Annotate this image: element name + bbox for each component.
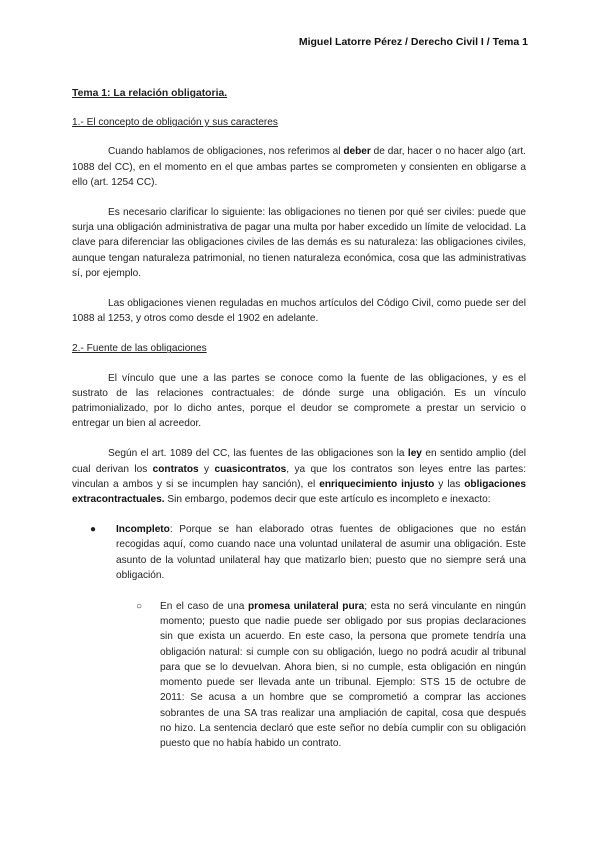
- sub-bullet-list: [116, 599, 526, 751]
- section-1-heading: 1.- El concepto de obligación y sus caracteres: [72, 117, 278, 129]
- text-run: En el caso de una: [160, 601, 248, 613]
- section-1-paragraph-1: [72, 144, 526, 190]
- sub-list-item-promesa: [136, 599, 526, 751]
- text-run: : Porque se han elaborado otras fuentes de obligaciones que no están recogidas aquí, como cuando nace una voluntad unilateral de asumir una obligación. Este asunto de la voluntad unilateral hay que matizarlo bien; puesto que no siempre será una obligación.: [116, 524, 526, 581]
- bold-term-contratos: contratos: [152, 463, 199, 475]
- text-run: ; esta no será vinculante en ningún momento; puesto que nadie puede ser obligado por sus propias declaraciones sin que exista un acuerdo. En este caso, la persona que promete tendría una obligación natural: si cumple con su obligación, luego no podrá acudir al tribunal para que se lo devuelvan. Ahora bien, si no cumple, esta obligación en ningún momento puede ser llevada ante un tribunal. Ejemplo: STS 15 de octubre de 2011: Se acusa a un hombre que se comprometió a comprar las acciones sobrantes de una SA tras realizar una ampliación de capital, cosa que después no hizo. La sentencia declaró que este señor no debía cumplir con su obligación puesto que no había habido un contrato.: [160, 601, 526, 749]
- text-run: de dar, hacer o no hacer algo (art. 1088 del CC), en el momento en el que ambas partes se comprometen y consienten en obligarse a ello (art. 1254 CC).: [72, 146, 526, 188]
- text-run: Sin embargo, podemos decir que este artículo es incompleto e inexacto:: [164, 494, 491, 506]
- bold-term-extracontractuales: obligaciones extracontractuales.: [72, 478, 526, 506]
- bullet-list: [72, 522, 526, 751]
- bold-term-ley: ley: [407, 448, 422, 460]
- bold-term-promesa: promesa unilateral pura: [248, 601, 365, 613]
- bold-term-cuasicontratos: cuasicontratos: [214, 463, 287, 475]
- bold-term-deber: deber: [343, 146, 371, 158]
- bold-term-enriquecimiento: enriquecimiento injusto: [319, 478, 435, 490]
- text-run: y las: [434, 478, 465, 490]
- section-2-paragraph-1: El vínculo que une a las partes se conoce como la fuente de las obligaciones, y es el sustrato de las relaciones contractuales: de dónde surge una obligación. Es un vínculo patrimonializado, por lo dicho antes, porque el deudor se compromete a prestar un servicio o entregar un bien al acreedor.: [72, 372, 526, 430]
- hollow-bullet-icon: ○: [136, 601, 143, 613]
- document-body: [72, 86, 526, 767]
- document-title: Tema 1: La relación obligatoria.: [72, 88, 228, 99]
- text-run: y: [198, 463, 215, 475]
- bold-term-incompleto: Incompleto: [116, 524, 170, 536]
- section-2-paragraph-2: [72, 446, 526, 507]
- text-run: Según el art. 1089 del CC, las fuentes de las obligaciones son la: [108, 448, 408, 460]
- text-run: en sentido amplio (del cual derivan los: [72, 448, 526, 475]
- list-item-incompleto: [90, 522, 526, 751]
- section-1-paragraph-2: Es necesario clarificar lo siguiente: las obligaciones no tienen por qué ser civiles: puede que surja una obligación administrativa de pagar una multa por haber excedido un límite de velocidad. La clave para diferenciar las obligaciones civiles de las demás es su naturaleza: las obligaciones civiles, aunque tengan naturaleza patrimonial, no tienen naturaleza económica, cosa que las administrativas sí, por ejemplo.: [72, 207, 526, 279]
- text-run: Cuando hablamos de obligaciones, nos referimos al: [108, 146, 344, 158]
- bullet-icon: ●: [90, 524, 97, 536]
- section-2-heading: 2.- Fuente de las obligaciones: [72, 343, 207, 355]
- section-1-paragraph-3: Las obligaciones vienen reguladas en muchos artículos del Código Civil, como puede ser del 1088 al 1253, y otros como desde el 1902 en adelante.: [72, 298, 526, 325]
- text-run: , ya que los contratos son leyes entre las partes: vinculan a ambos y si se incumplen hay sanción), el: [72, 463, 526, 490]
- page-header: Miguel Latorre Pérez / Derecho Civil I / Tema 1: [298, 36, 528, 48]
